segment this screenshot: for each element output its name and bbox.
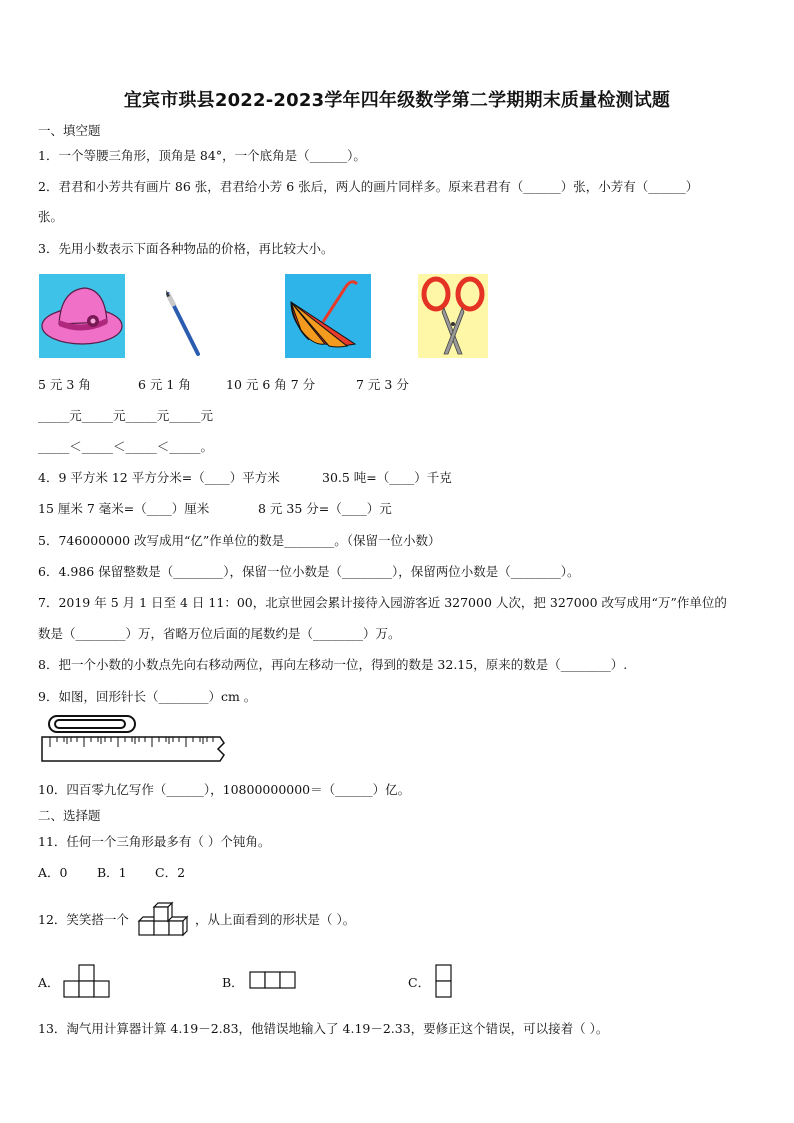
paperclip-ruler-diagram [40,713,226,769]
answer-compare-line: _____＜_____＜_____＜_____。 [38,439,214,454]
question-4-line-1-b: 30.5 吨=（____）千克 [322,470,452,485]
question-4-line-2-b: 8 元 35 分=（____）元 [258,501,392,516]
question-5: 5．746000000 改写成用“亿”作单位的数是________。（保留一位小数） [38,533,441,548]
price-item: 7 元 3 分 [356,377,409,392]
price-item: 6 元 1 角 [138,377,191,392]
option-c: C． [408,975,431,990]
question-1: 1．一个等腰三角形，顶角是 84°，一个底角是（______）。 [38,148,366,163]
umbrella-icon [285,274,371,358]
brush-icon [160,288,210,362]
question-13: 13．淘气用计算器计算 4.19－2.83，他错误地输入了 4.19－2.33，要修正这个错误，可以接着（ ）。 [38,1021,609,1036]
question-7-line-2: 数是（________）万，省略万位后面的尾数约是（________）万。 [38,626,401,641]
question-3: 3．先用小数表示下面各种物品的价格，再比较大小。 [38,241,334,256]
scissors-icon [418,274,488,358]
option-c: C．2 [155,865,186,880]
shape-c-icon [433,963,455,999]
paperclip-icon [49,716,135,732]
price-item: 10 元 6 角 7 分 [226,377,316,392]
question-9: 9．如图，回形针长（________）cm 。 [38,689,257,704]
question-6: 6．4.986 保留整数是（________），保留一位小数是（________），保留两位小数是（________）。 [38,564,580,579]
hat-icon [39,274,125,358]
question-4-line-2-a: 15 厘米 7 毫米=（____）厘米 [38,501,210,516]
question-12-part-2: ，从上面看到的形状是（ ）。 [195,912,356,927]
question-2-line-2: 张。 [38,209,64,224]
page-title: 宜宾市珙县2022-2023学年四年级数学第二学期期末质量检测试题 [123,90,671,111]
shape-a-icon [62,963,112,999]
question-4-line-1-a: 4．9 平方米 12 平方分米=（____）平方米 [38,470,280,485]
ruler-icon [42,737,224,761]
question-11: 11．任何一个三角形最多有（ ）个钝角。 [38,834,271,849]
answer-yuan-line: _____元_____元_____元_____元 [38,408,214,423]
question-2-line-1: 2．君君和小芳共有画片 86 张，君君给小芳 6 张后，两人的画片同样多。原来君君有（______）张，小芳有（______） [38,179,699,194]
option-b: B．1 [97,865,127,880]
option-a: A．0 [38,865,68,880]
price-item: 5 元 3 角 [38,377,91,392]
ruler-figure [40,713,226,769]
cube-stack-icon [137,897,193,937]
question-8: 8．把一个小数的小数点先向右移动两位，再向左移动一位，得到的数是 32.15，原来的数是（________）. [38,657,628,672]
shape-b-icon [248,969,298,991]
question-10: 10．四百零九亿写作（______），10800000000＝（______）亿。 [38,782,411,797]
option-b: B． [222,975,244,990]
option-a: A． [38,975,60,990]
section-heading-choice: 二、选择题 [38,808,101,823]
section-heading-fill-blank: 一、填空题 [38,123,101,138]
question-12-part-1: 12．笑笑搭一个 [38,912,129,927]
question-7-line-1: 7．2019 年 5 月 1 日至 4 日 11：00，北京世园会累计接待入园游客近 327000 人次，把 327000 改写成用“万”作单位的 [38,595,727,610]
